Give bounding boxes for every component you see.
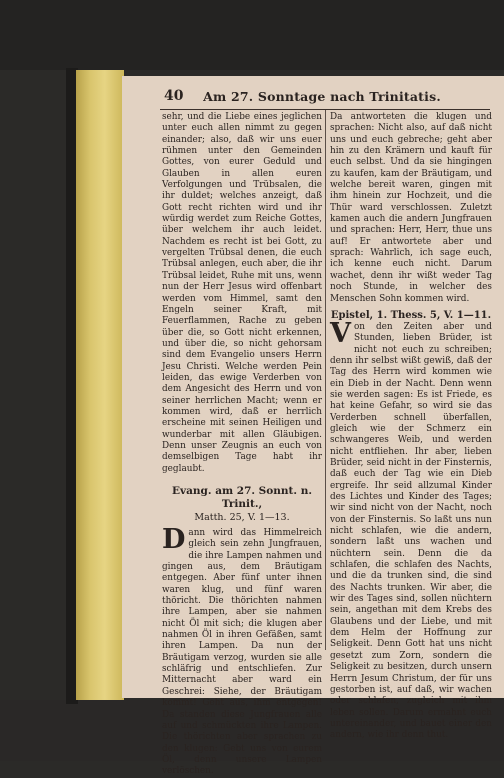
left-top-paragraph: sehr, und die Liebe eines jeglichen unter euch allen nimmt zu gegen einander; also, daß wir uns euer rühmen unter den Gemeinden Gottes, von eurer Geduld und Glauben in allen euren Verfolgungen und Trübsalen, die ihr duldet; welches anzeigt, daß Gott recht richten wird und ihr würdig werdet zum Reiche Gottes, über welchem ihr auch leidet. Nachdem es recht ist bei Gott, zu vergelten Trübsal denen, die euch Trübsal anlegen, euch aber, die ihr Trübsal leidet, Ruhe mit uns, wenn nun der Herr Jesus wird offenbart werden vom Himmel, samt den Engeln seiner Kraft, mit Feuerflammen, Rache zu geben über die, so Gott nicht erkennen, und über die, so nicht gehorsam sind dem Evangelio unsers Herrn Jesu Christi. Welche werden Pein leiden, das ewige Verderben von dem Angesicht des Herrn und von seiner herrlichen Macht; wenn er kommen wird, daß er herrlich erscheine mit seinen Heiligen und wunderbar mit allen Gläubigen. Denn unser Zeugnis an euch von demselbigen Tage habt ihr geglaubt.: [162, 112, 322, 474]
gospel-title: Evang. am 27. Sonnt. n. Trinit.,: [172, 485, 312, 510]
gospel-text: ann wird das Himmelreich gleich sein zehn Jungfrauen, die ihre Lampen nahmen und gingen aus, dem Bräutigam entgegen. Aber fünf unter ihnen waren klug, und fünf waren thöricht. Die thörichten nahmen ihre Lampen, aber sie nahmen nicht Öl mit sich; die klugen aber nahmen Öl in ihren Gefäßen, samt ihren Lampen. Da nun der Bräutigam verzog, wurden sie alle schläfrig und entschliefen. Zur Mitternacht aber ward ein Geschrei: Siehe, der Bräutigam kommt! Geht aus, ihm entgegen! Da standen diese Jungfrauen alle auf und schmückten ihre Lampen. Die thörichten aber sprachen zu den klugen: Gebt uns von eurem Öl, denn unsere Lampen verlöschen.: [162, 528, 322, 777]
right-top-paragraph: Da antworteten die klugen und sprachen: Nicht also, auf daß nicht uns und euch gebreche; geht aber hin zu den Krämern und kauft für euch selbst. Und da sie hingingen zu kaufen, kam der Bräutigam, und welche bereit waren, gingen mit ihm hinein zur Hochzeit, und die Thür ward verschlossen. Zuletzt kamen auch die andern Jungfrauen und sprachen: Herr, Herr, thue uns auf! Er antwortete aber und sprach: Wahrlich, ich sage euch, ich kenne euch nicht. Darum wachet, denn ihr wißt weder Tag noch Stunde, in welcher des Menschen Sohn kommen wird.: [330, 112, 492, 304]
left-column: [162, 112, 322, 778]
gospel-dropcap: D: [162, 524, 186, 555]
right-column: [330, 112, 492, 742]
gospel-reference: Matth. 25, V. 1—13.: [194, 512, 290, 523]
column-divider: [325, 110, 326, 650]
running-title: Am 27. Sonntage nach Trinitatis.: [203, 89, 441, 104]
book-page: [122, 76, 504, 777]
epistle-dropcap: V: [330, 317, 351, 349]
epistle-paragraph: [330, 317, 492, 742]
gilt-page-edges: [76, 70, 124, 700]
epistle-text: on den Zeiten aber und Stunden, lieben Brüder, ist nicht not euch zu schreiben; denn ihr selbst wißt gewiß, daß der Tag des Herrn wird kommen wie ein Dieb in der Nacht. Denn wenn sie werden sagen: Es ist Friede, es hat keine Gefahr, so wird sie das Verderben schnell überfallen, gleich wie der Schmerz ein schwangeres Weib, und werden nicht entfliehen. Ihr aber, lieben Brüder, seid nicht in der Finsternis, daß euch der Tag wie ein Dieb ergreife. Ihr seid allzumal Kinder des Lichtes und Kinder des Tages; wir sind nicht von der Nacht, noch von der Finsternis. So laßt uns nun nicht schlafen, wie die andern, sondern laßt uns wachen und nüchtern sein. Denn die da schlafen, die schlafen des Nachts, und die da trunken sind, die sind des Nachts trunken. Wir aber, die wir des Tages sind, sollen nüchtern sein, angethan mit dem Krebs des Glaubens und der Liebe, und mit dem Helm der Hoffnung zur Seligkeit. Denn Gott hat uns nicht gesetzt zum Zorn, sondern die Seligkeit zu besitzen, durch unsern Herrn Jesum Christum, der für uns gestorben ist, auf daß, wir wachen oder schlafen, zugleich mit ihm leben sollen. Darum ermahnt euch untereinander, und bauet einer den andern, wie ihr denn thut.: [330, 321, 492, 741]
page-header: [152, 88, 492, 108]
background-top: [0, 0, 504, 70]
page-number: 40: [164, 88, 184, 104]
gospel-paragraph: [162, 524, 322, 778]
epistle-title: Epistel, 1. Thess. 5, V. 1—11.: [330, 309, 492, 321]
